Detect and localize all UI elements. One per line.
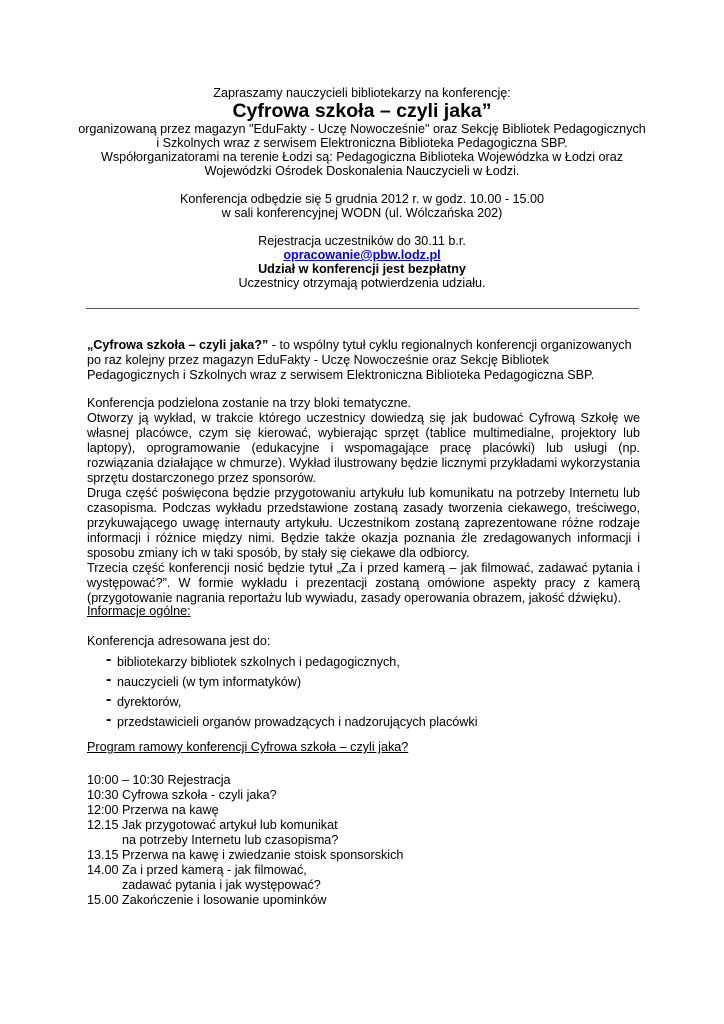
header-block <box>60 86 664 290</box>
program-line: 15.00 Zakończenie i losowanie upominków <box>87 893 327 907</box>
horizontal-divider <box>86 308 639 309</box>
blocks-intro: Konferencja podzielona zostanie na trzy bloki tematyczne. <box>87 396 412 410</box>
audience-list <box>87 652 640 732</box>
venue-line: w sali konferencyjnej WODN (ul. Wólczańska 202) <box>221 206 503 220</box>
audience-intro: Konferencja adresowana jest do: <box>87 634 271 648</box>
program-line: 13.15 Przerwa na kawę i zwiedzanie stoisk sponsorskich <box>87 848 404 862</box>
blocks-section <box>87 396 640 606</box>
program-line: zadawać pytania i jak występować? <box>122 878 321 892</box>
block-3-text: Trzecia część konferencji nosić będzie tytuł „Za i przed kamerą – jak filmować, zadawać pytania i występować?”. W formie wykładu i prezentacji zostaną omówione aspekty pracy z kamerą (przygotowanie nagrania reportażu lub wywiadu, zasady operowania obrazem, jakość dźwięku). <box>87 561 640 605</box>
block-2-text: Druga część poświęcona będzie przygotowaniu artykułu lub komunikatu na potrzeby Internetu lub czasopisma. Podczas wykładu przedstawione zostaną zasady tworzenia ciekawego, treściwego, przykuwającego uwagę internauty artykułu. Uczestnikom zostaną zaprezentowane różne rodzaje informacji i różnice między nimi. Będzie także okazja poznania źle zredagowanych informacji i sposobu zmiany ich w taki sposób, by stały się ciekawe dla odbiorcy. <box>87 486 640 560</box>
organizer-line-1: organizowaną przez magazyn "EduFakty - Uczę Nowocześnie" oraz Sekcję Bibliotek Pedagogicznych <box>78 122 646 136</box>
coorganizer-line-1: Współorganizatorami na terenie Łodzi są: Pedagogiczna Biblioteka Wojewódzka w Łodzi oraz <box>101 150 623 164</box>
list-item: - dyrektorów, <box>87 692 640 712</box>
general-info-section <box>87 604 640 732</box>
list-item: - nauczycieli (w tym informatyków) <box>87 672 640 692</box>
program-section <box>87 740 640 908</box>
program-list <box>87 773 640 908</box>
email-link[interactable]: opracowanie@pbw.lodz.pl <box>283 248 441 262</box>
intro-title: „Cyfrowa szkoła – czyli jaka?” <box>87 338 269 352</box>
intro-text: - to wspólny tytuł cyklu regionalnych konferencji organizowanych po raz kolejny przez magazyn EduFakty - Uczę Nowocześnie oraz Sekcję Bibliotek Pedagogicznych i Szkolnych wraz z serwisem Elektroniczna Biblioteka Pedagogiczna SBP. <box>87 338 632 382</box>
confirmation-line: Uczestnicy otrzymają potwierdzenia udziału. <box>238 276 486 290</box>
program-line: 12.15 Jak przygotować artykuł lub komunikat <box>87 818 338 832</box>
general-info-heading: Informacje ogólne: <box>87 604 191 618</box>
program-line: 14.00 Za i przed kamerą - jak filmować, <box>87 863 307 877</box>
date-line: Konferencja odbędzie się 5 grudnia 2012 r. w godz. 10.00 - 15.00 <box>179 192 545 206</box>
intro-paragraph <box>87 338 640 383</box>
block-1-text: Otworzy ją wykład, w trakcie którego uczestnicy dowiedzą się jak budować Cyfrową Szkołę we własnej placówce, czym się kierować, wybierając sprzęt (tablice multimedialne, projektory lub laptopy), oprogramowanie (edukacyjne i wspomagające pracę placówki) lub usługi (np. rozwiązania działające w chmurze). Wykład ilustrowany będzie licznymi przykładami wykorzystania sprzętu dostarczonego przez sponsorów. <box>87 411 640 485</box>
program-line: 12:00 Przerwa na kawę <box>87 803 219 817</box>
free-participation: Udział w konferencji jest bezpłatny <box>258 262 466 276</box>
list-item: - bibliotekarzy bibliotek szkolnych i pedagogicznych, <box>87 652 640 672</box>
coorganizer-line-2: Wojewódzki Ośrodek Doskonalenia Nauczycieli w Łodzi. <box>204 164 520 178</box>
list-item: - przedstawicieli organów prowadzących i nadzorujących placówki <box>87 712 640 732</box>
invite-line: Zapraszamy nauczycieli bibliotekarzy na konferencję: <box>213 86 511 100</box>
program-line: na potrzeby Internetu lub czasopisma? <box>122 833 339 847</box>
program-line: 10:00 – 10:30 Rejestracja <box>87 773 231 787</box>
conference-title: Cyfrowa szkoła – czyli jaka” <box>232 100 492 122</box>
registration-line: Rejestracja uczestników do 30.11 b.r. <box>258 234 466 248</box>
program-heading: Program ramowy konferencji Cyfrowa szkoła – czyli jaka? <box>87 740 409 754</box>
program-line: 10:30 Cyfrowa szkoła - czyli jaka? <box>87 788 277 802</box>
organizer-line-2: i Szkolnych wraz z serwisem Elektroniczna Biblioteka Pedagogiczna SBP. <box>156 136 568 150</box>
